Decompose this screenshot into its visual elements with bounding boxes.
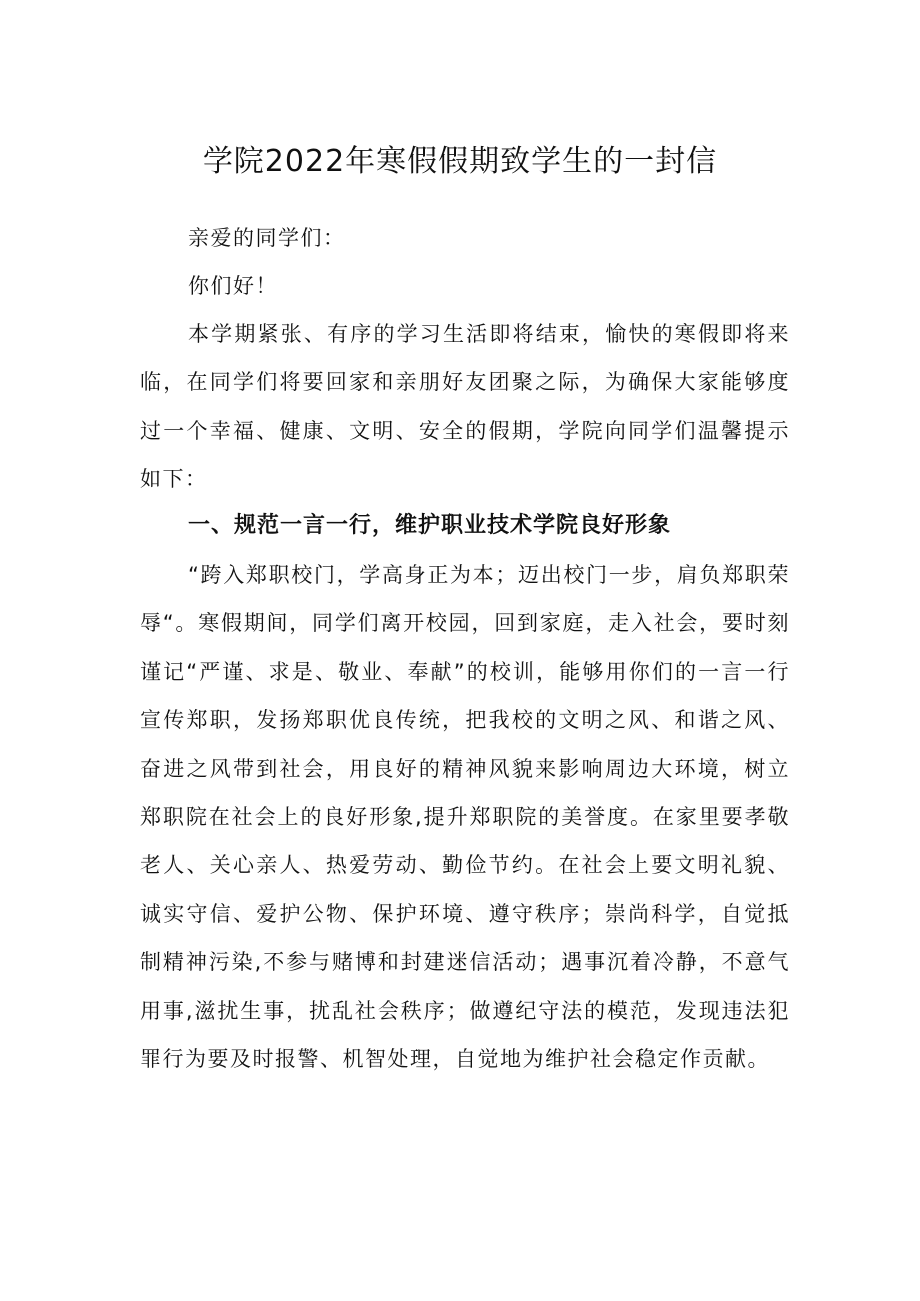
salutation: 亲爱的同学们： bbox=[188, 226, 346, 250]
greeting: 你们好！ bbox=[188, 274, 278, 298]
document-title: 学院2022年寒假假期致学生的一封信 bbox=[202, 144, 718, 179]
section-paragraph: “跨入郑职校门，学高身正为本；迈出校门一步，肩负郑职荣辱“。寒假期间，同学们离开校园，回到家庭，走入社会，要时刻谨记“严谨、求是、敬业、奉献”的校训，能够用你们的一言一行宣传郑职，发扬郑职优良传统，把我校的文明之风、和谐之风、奋进之风带到社会，用良好的精神风貌来影响周边大环境，树立郑职院在社会上的良好形象,提升郑职院的美誉度。在家里要孝敬老人、关心亲人、热爱劳动、勤俭节约。在社会上要文明礼貌、诚实守信、爱护公物、保护环境、遵守秩序；崇尚科学，自觉抵制精神污染,不参与赌博和封建迷信活动；遇事沉着冷静，不意气用事,滋扰生事，扰乱社会秩序；做遵纪守法的模范，发现违法犯罪行为要及时报警、机智处理，自觉地为维护社会稳定作贡献。 bbox=[140, 563, 790, 1072]
section-heading: 一、规范一言一行，维护职业技术学院良好形象 bbox=[188, 513, 672, 538]
intro-paragraph: 本学期紧张、有序的学习生活即将结束，愉快的寒假即将来临，在同学们将要回家和亲朋好友团聚之际，为确保大家能够度过一个幸福、健康、文明、安全的假期，学院向同学们温馨提示如下： bbox=[140, 322, 790, 492]
